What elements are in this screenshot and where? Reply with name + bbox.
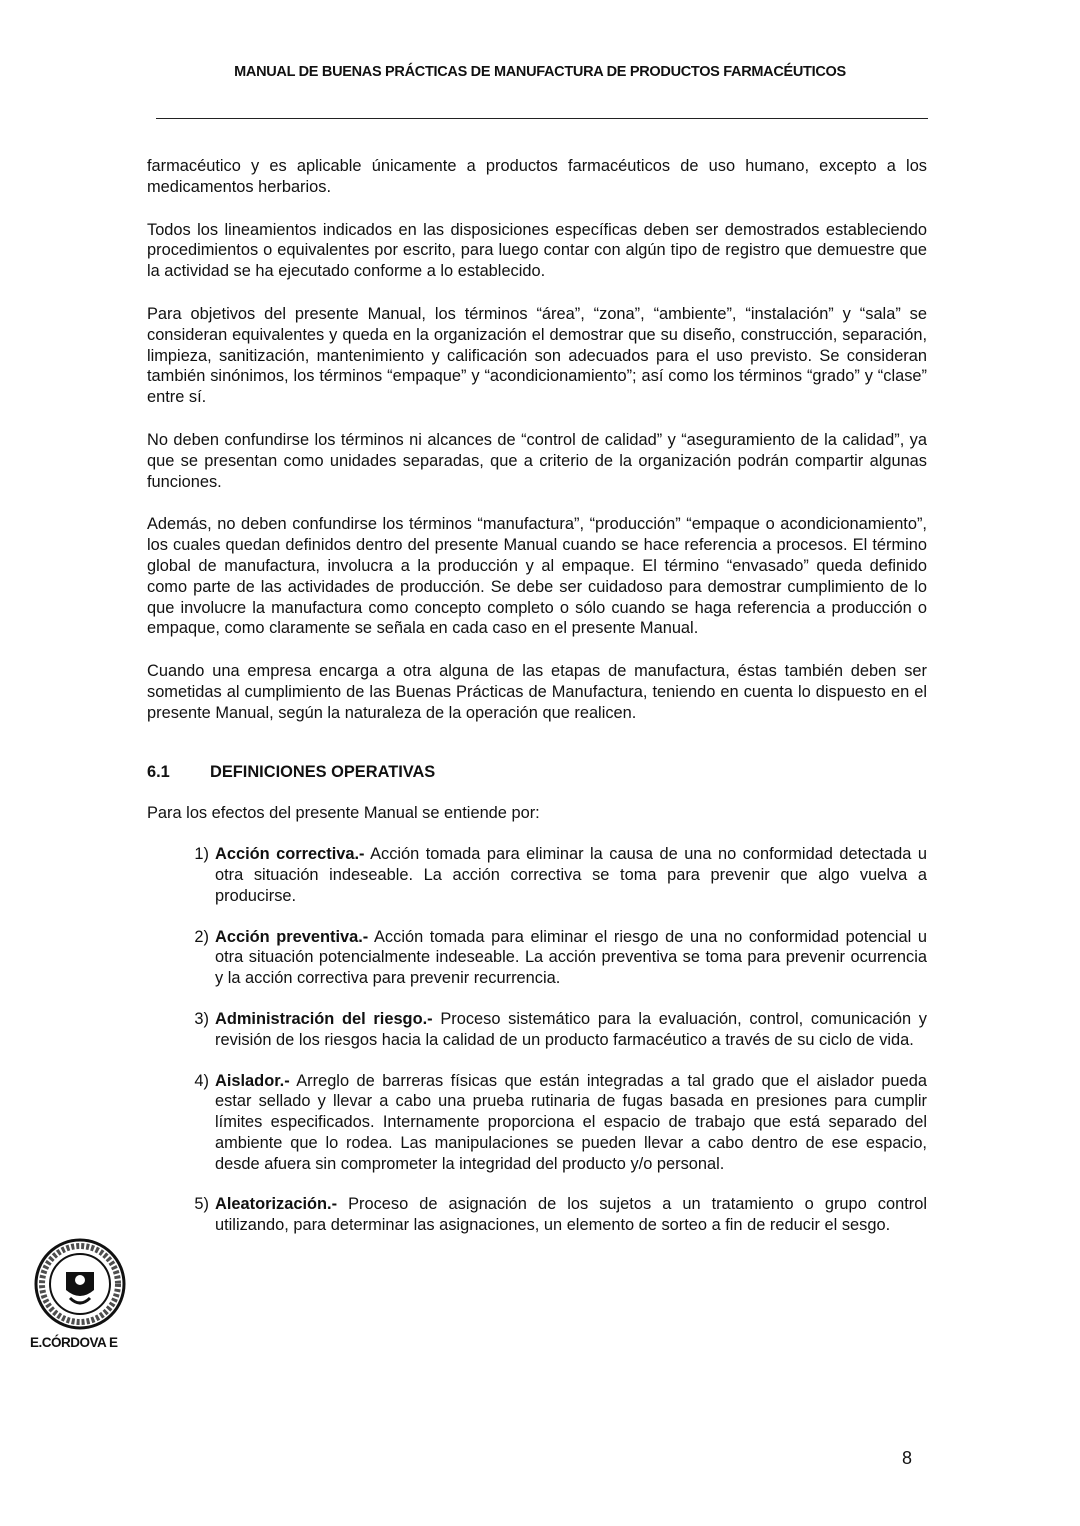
definitions-list bbox=[147, 844, 927, 1236]
definition-text: Acción tomada para eliminar la causa de una no conformidad detectada u otra situación indeseable. La acción correctiva se toma para prevenir que algo vuelva a producirse. bbox=[215, 845, 927, 905]
header-divider bbox=[156, 118, 928, 119]
document-body bbox=[147, 156, 927, 1256]
definition-text: Proceso de asignación de los sujetos a un tratamiento o grupo control utilizando, para determinar las asignaciones, un elemento de sorteo a fin de reducir el sesgo. bbox=[215, 1195, 927, 1235]
paragraph: Cuando una empresa encarga a otra alguna de las etapas de manufactura, éstas también deben ser sometidas al cumplimiento de las Buenas Prácticas de Manufactura, teniendo en cuenta lo dispuesto en el presente Manual, según la naturaleza de la operación que realicen. bbox=[147, 662, 927, 722]
page-number: 8 bbox=[902, 1448, 913, 1468]
paragraph: farmacéutico y es aplicable únicamente a productos farmacéuticos de uso humano, excepto a los medicamentos herbarios. bbox=[147, 157, 927, 196]
section-number: 6.1 bbox=[147, 762, 170, 781]
definition-text: Acción tomada para eliminar el riesgo de una no conformidad potencial u otra situación potencialmente indeseable. La acción preventiva se toma para prevenir ocurrencia y la acción correctiva para prevenir recurrencia. bbox=[215, 927, 927, 988]
paragraph: Para objetivos del presente Manual, los términos “área”, “zona”, “ambiente”, “instalación” y “sala” se consideran equivalentes y queda en la organización el demostrar que su diseño, construcción, separación, limpieza, sanitización, mantenimiento y calificación son adecuados para el uso previsto. Se consideran también sinónimos, los términos “empaque” y “acondicionamiento”; así como los términos “grado” y “clase” entre sí. bbox=[147, 304, 927, 407]
paragraph: Además, no deben confundirse los términos “manufactura”, “producción” “empaque o acondicionamiento”, los cuales quedan definidos dentro del presente Manual cuando se hace referencia a procesos. El término global de manufactura, involucra a la producción y al empaque. El término “envasado” queda definido como parte de las actividades de producción. Se debe ser cuidadoso para demostrar cumplimiento de lo que involucre la manufactura como concepto completo o sólo cuando se haga referencia a producción o empaque, como claramente se señala en cada caso en el presente Manual. bbox=[147, 515, 927, 638]
official-seal-icon bbox=[30, 1238, 130, 1330]
section-title: DEFINICIONES OPERATIVAS bbox=[210, 762, 436, 781]
definition-item bbox=[147, 1071, 927, 1175]
signature-name: E.CÓRDOVA E bbox=[30, 1335, 118, 1350]
definition-number: 2) bbox=[194, 927, 209, 946]
definition-item bbox=[147, 927, 927, 989]
definition-term: Aislador.- bbox=[215, 1071, 290, 1090]
definition-item bbox=[147, 844, 927, 906]
definition-term: Administración del riesgo.- bbox=[215, 1009, 433, 1028]
definition-term: Acción correctiva.- bbox=[215, 845, 365, 864]
definition-number: 4) bbox=[194, 1071, 209, 1090]
definition-number: 3) bbox=[194, 1009, 209, 1028]
definition-text: Arreglo de barreras físicas que están integradas a tal grado que el aislador pueda estar sellado y llevar a cabo una prueba rutinaria de fugas basada en presiones para cumplir límites especificados. Internamente proporciona el espacio de trabajo que está separado del ambiente que lo rodea. Las manipulaciones se pueden llevar a cabo dentro de ese espacio, desde afuera sin comprometer la integridad del producto y/o personal. bbox=[215, 1071, 927, 1173]
definition-number: 5) bbox=[194, 1195, 209, 1214]
page-header-title: MANUAL DE BUENAS PRÁCTICAS DE MANUFACTURA DE PRODUCTOS FARMACÉUTICOS bbox=[234, 64, 846, 80]
paragraph: Todos los lineamientos indicados en las disposiciones específicas deben ser demostrados estableciendo procedimientos o equivalentes por escrito, para luego contar con algún tipo de registro que demuestre que la actividad se ha ejecutado conforme a lo establecido. bbox=[147, 220, 927, 281]
definition-number: 1) bbox=[194, 845, 209, 864]
definition-item bbox=[147, 1009, 927, 1051]
definition-text: Proceso sistemático para la evaluación, control, comunicación y revisión de los riesgos hacia la calidad de un producto farmacéutico a través de su ciclo de vida. bbox=[215, 1009, 928, 1049]
definition-term: Acción preventiva.- bbox=[215, 927, 369, 946]
paragraph: No deben confundirse los términos ni alcances de “control de calidad” y “aseguramiento de la calidad”, ya que se presentan como unidades separadas, que a criterio de la organización podrán compartir algunas funciones. bbox=[147, 430, 927, 491]
section-heading bbox=[147, 762, 927, 783]
definitions-intro: Para los efectos del presente Manual se entiende por: bbox=[147, 804, 540, 823]
definition-term: Aleatorización.- bbox=[215, 1195, 338, 1214]
definition-item bbox=[147, 1194, 927, 1236]
